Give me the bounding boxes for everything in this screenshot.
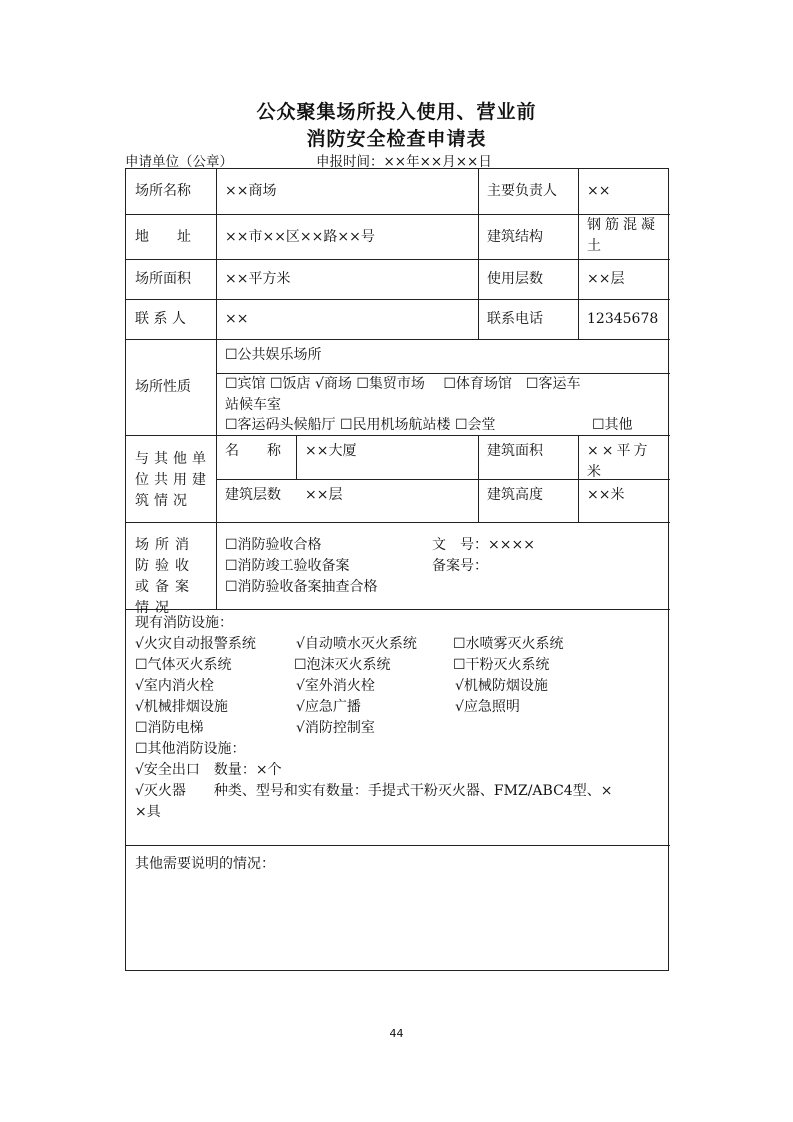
acceptance-label: 场所消防验收或备案情况 [135, 537, 195, 616]
col-divider [578, 169, 579, 339]
facility-emergency-lighting: √应急照明 [455, 699, 520, 715]
form-title-line1: 公众聚集场所投入使用、营业前 [256, 101, 537, 123]
floors-label: 使用层数 [487, 271, 543, 287]
shared-name-value: ××大厦 [305, 443, 357, 459]
facility-foam-suppression: ☐泡沫灭火系统 [294, 657, 391, 673]
acceptance-record-number: 备案号： [432, 558, 488, 574]
facility-safety-exit: √安全出口 数量：×个 [135, 762, 282, 778]
facility-gas-suppression: ☐气体灭火系统 [135, 657, 232, 673]
shared-floors-value: ××层 [305, 487, 343, 503]
col-divider [296, 435, 297, 479]
address-value: ××市××区××路××号 [225, 229, 375, 245]
page-number: 44 [389, 1027, 404, 1040]
acceptance-option-spot-check: ☐消防验收备案抽查合格 [225, 579, 378, 595]
shared-area-value: ××平方米 [587, 443, 651, 480]
phone-label: 联系电话 [487, 311, 543, 327]
shared-area-label: 建筑面积 [487, 443, 543, 459]
row-divider [126, 259, 670, 260]
notes-label: 其他需要说明的情况： [135, 856, 275, 872]
nature-label: 场所性质 [135, 379, 191, 395]
application-form-table [125, 168, 669, 971]
report-date: 申报时间：××年××月××日 [316, 154, 492, 170]
facility-control-room: √消防控制室 [296, 720, 375, 736]
nature-option-other: ☐其他 [592, 417, 633, 433]
facility-smoke-exhaust: √机械排烟设施 [135, 699, 228, 715]
manager-value: ×× [587, 183, 611, 199]
nature-options-line2: ☐宾馆 ☐饭店 √商场 ☐集贸市场 ☐体育场馆 ☐客运车 [225, 376, 581, 392]
col-divider [478, 435, 479, 522]
facility-fire-alarm: √火灾自动报警系统 [135, 636, 256, 652]
nature-options-line3: ☐客运码头候船厅 ☐民用机场航站楼 ☐会堂 [225, 417, 496, 433]
row-divider [126, 339, 670, 340]
facilities-heading: 现有消防设施： [135, 615, 233, 631]
shared-floors-label: 建筑层数 [225, 487, 281, 503]
facility-dry-powder: ☐干粉灭火系统 [453, 657, 550, 673]
shared-building-label: 与其他单位共用建筑情况 [135, 451, 211, 509]
col-divider [578, 435, 579, 522]
facility-outdoor-hydrant: √室外消火栓 [296, 678, 375, 694]
row-divider [126, 845, 670, 846]
floors-value: ××层 [587, 271, 625, 287]
venue-name-label: 场所名称 [135, 183, 191, 199]
col-divider [216, 169, 217, 609]
facility-sprinkler: √自动喷水灭火系统 [296, 636, 417, 652]
facility-water-mist: ☐水喷雾灭火系统 [453, 636, 564, 652]
row-divider [126, 299, 670, 300]
address-label: 地 址 [135, 229, 191, 245]
col-divider [478, 169, 479, 339]
phone-value: 12345678 [587, 311, 659, 327]
venue-name-value: ××商场 [225, 183, 277, 199]
shared-name-label: 名 称 [225, 443, 281, 459]
acceptance-doc-number: 文 号：×××× [432, 537, 535, 553]
acceptance-option-filing: ☐消防竣工验收备案 [225, 558, 350, 574]
nature-options-line2-cont: 站候车室 [225, 397, 281, 413]
contact-value: ×× [225, 311, 249, 327]
facility-other: ☐其他消防设施： [135, 741, 246, 757]
shared-height-value: ××米 [587, 487, 625, 503]
row-divider [126, 522, 670, 523]
acceptance-option-passed: ☐消防验收合格 [225, 537, 322, 553]
area-label: 场所面积 [135, 271, 191, 287]
shared-height-label: 建筑高度 [487, 487, 543, 503]
structure-value: 钢筋混凝土 [587, 217, 659, 254]
area-value: ××平方米 [225, 271, 291, 287]
facility-extinguisher: √灭火器 种类、型号和实有数量：手提式干粉灭火器、FMZ/ABC4型、× [135, 783, 613, 799]
form-title-line2: 消防安全检查申请表 [306, 128, 487, 150]
facility-fire-elevator: ☐消防电梯 [135, 720, 204, 736]
structure-label: 建筑结构 [487, 229, 543, 245]
nature-option-public-entertainment: ☐公共娱乐场所 [225, 347, 322, 363]
facility-indoor-hydrant: √室内消火栓 [135, 678, 214, 694]
manager-label: 主要负责人 [487, 183, 557, 199]
contact-label: 联 系 人 [135, 311, 186, 327]
facility-emergency-broadcast: √应急广播 [296, 699, 361, 715]
facility-extinguisher-cont: ×具 [135, 804, 161, 820]
applicant-label: 申请单位（公章） [125, 154, 233, 170]
facility-smoke-prevention: √机械防烟设施 [455, 678, 548, 694]
